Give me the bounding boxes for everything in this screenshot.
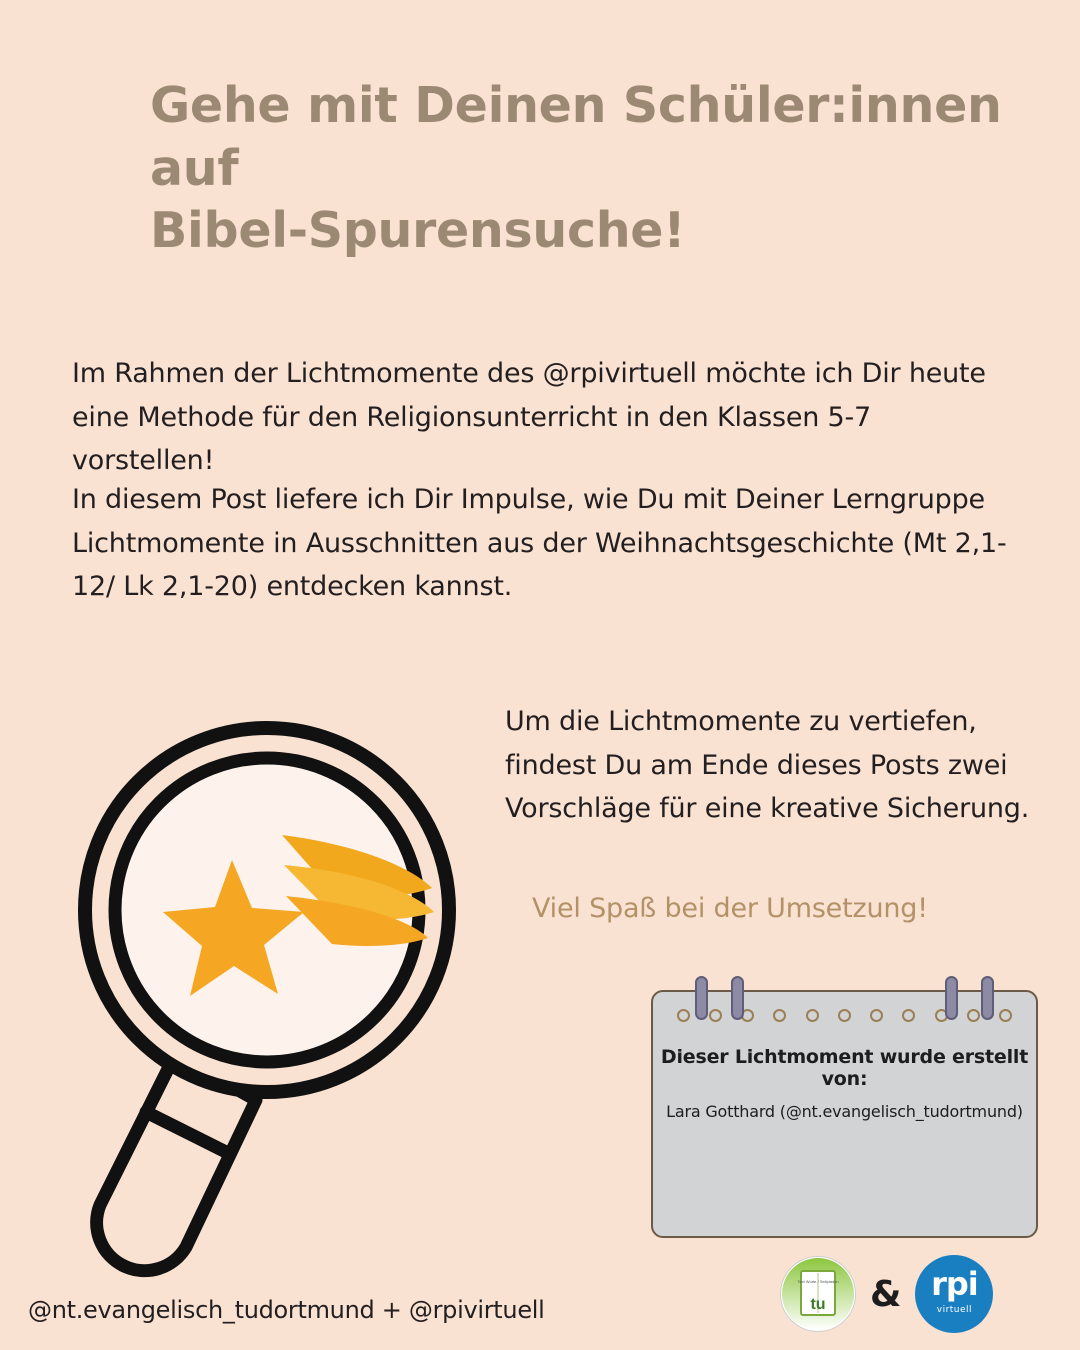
ampersand-separator: & (870, 1273, 902, 1315)
punch-hole (870, 1009, 883, 1022)
spiral-ring (945, 976, 958, 1020)
punch-hole (967, 1009, 980, 1022)
closing-line: Viel Spaß bei der Umsetzung! (532, 893, 928, 924)
rpi-virtuell-logo (915, 1255, 993, 1333)
punch-hole (902, 1009, 915, 1022)
headline-line-1: Gehe mit Deinen Schüler:innen auf (150, 77, 1002, 197)
svg-text:tu: tu (810, 1296, 826, 1313)
description-paragraph: In diesem Post liefere ich Dir Impulse, wie Du mit Deiner Lerngruppe Lichtmomente in Ausschnitten aus der Weihnachtsgeschichte (Mt 2,1-12/ Lk 2,1-20) entdecken kannst. (72, 484, 1007, 603)
intro-paragraph: Im Rahmen der Lichtmomente des @rpivirtuell möchte ich Dir heute eine Methode für den Religionsunterricht in den Klassen 5-7 vorstellen! (72, 358, 986, 477)
punch-hole (806, 1009, 819, 1022)
footer-handles: @nt.evangelisch_tudortmund + @rpivirtuell (28, 1296, 545, 1324)
note-punch-holes (653, 1006, 1036, 1024)
punch-hole (773, 1009, 786, 1022)
rpi-logo-text: rpi (931, 1265, 978, 1303)
note-author: Lara Gotthard (@nt.evangelisch_tudortmund) (666, 1102, 1023, 1121)
svg-text:Text Worte / Seitpladen: Text Worte / Seitpladen (797, 1279, 839, 1284)
punch-hole (677, 1009, 690, 1022)
deepening-paragraph: Um die Lichtmomente zu vertiefen, findest Du am Ende dieses Posts zwei Vorschläge für eine kreative Sicherung. (505, 706, 1030, 825)
spiral-ring (695, 976, 708, 1020)
note-title: Dieser Lichtmoment wurde erstellt von: (660, 1046, 1029, 1090)
rpi-logo-subtext: virtuell (936, 1305, 973, 1315)
page-title (150, 75, 1010, 263)
punch-hole (999, 1009, 1012, 1022)
punch-hole (838, 1009, 851, 1022)
headline-line-2: Bibel-Spurensuche! (150, 202, 686, 260)
spiral-ring (731, 976, 744, 1020)
punch-hole (709, 1009, 722, 1022)
tu-dortmund-logo (780, 1256, 856, 1332)
credit-note-card (651, 990, 1038, 1238)
magnifying-glass-icon (60, 660, 480, 1310)
logo-row (780, 1252, 1050, 1336)
spiral-ring (981, 976, 994, 1020)
